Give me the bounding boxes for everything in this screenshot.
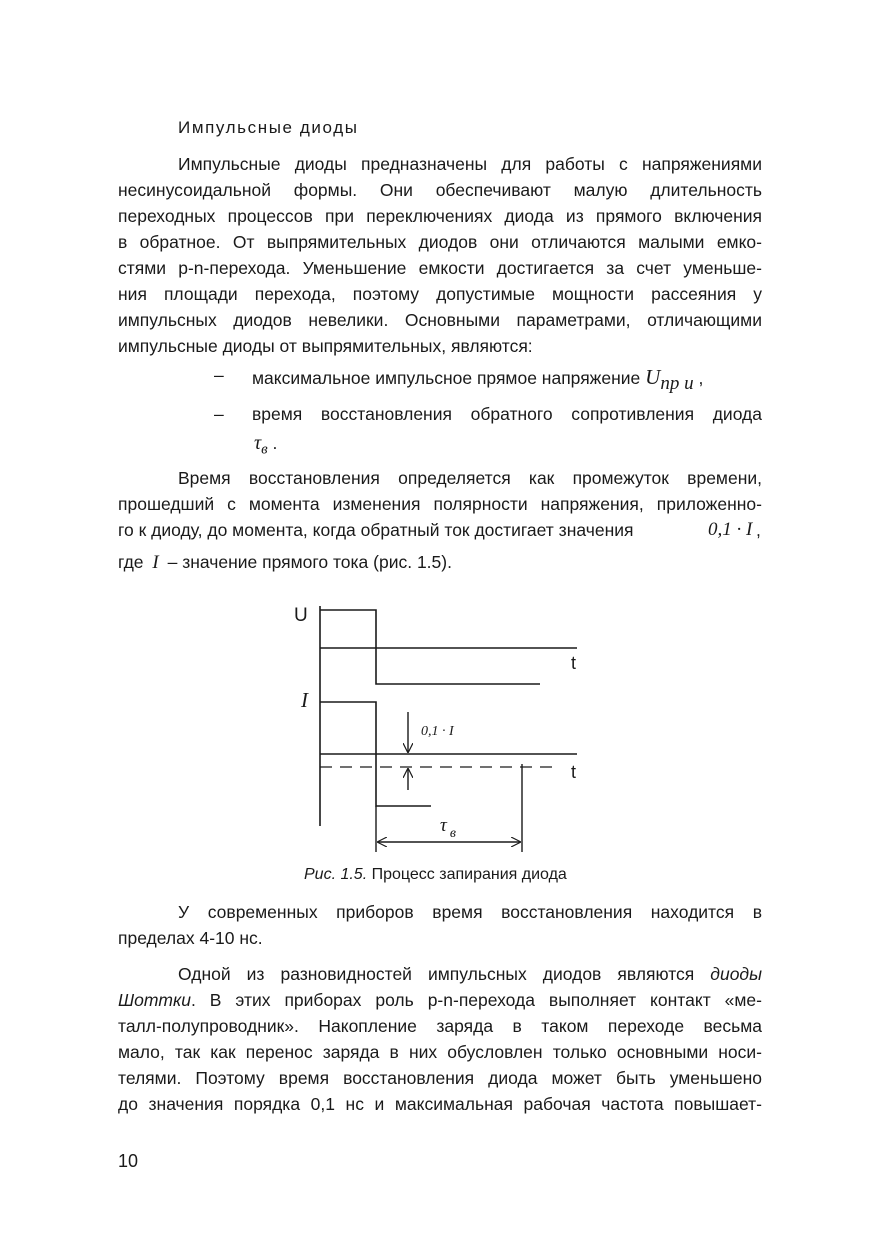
section-heading: Импульсные диоды — [178, 118, 359, 137]
caption-label: Рис. 1.5. — [304, 866, 368, 883]
text-line: телями. Поэтому время восстановления диода может быть уменьшено — [118, 1068, 762, 1088]
caption-text: Процесс запирания диода — [367, 866, 567, 883]
text-line: мало, так как перенос заряда в них обусловлен только основными носи- — [118, 1042, 762, 1062]
text-line: Импульсные диоды предназначены для работы с напряжениями — [178, 154, 762, 174]
text-fragment: Одной из разновидностей импульсных диодов являются — [178, 964, 711, 984]
math-subscript: пр и — [660, 373, 694, 394]
text-italic: диоды — [710, 964, 762, 984]
axis-label-i: I — [301, 688, 308, 712]
voltage-waveform — [320, 610, 540, 684]
math-symbol-u: U — [645, 365, 661, 389]
text-line: Время восстановления определяется как промежуток времени, — [178, 468, 762, 488]
text-fragment: го к диоду, до момента, когда обратный ток достигает значения — [118, 520, 634, 540]
bullet-dash: – — [214, 365, 224, 385]
text-line — [118, 549, 762, 576]
text-line: талл-полупроводник». Накопление заряда в таком переходе весьма — [118, 1016, 762, 1036]
axis-label-t-top: t — [571, 653, 577, 673]
text-line: прошедший с момента изменения полярности напряжения, приложенно- — [118, 494, 762, 514]
text-fragment: где — [118, 552, 149, 572]
text-line: У современных приборов время восстановления находится в — [178, 902, 762, 922]
math-symbol-tau: τ — [254, 432, 262, 454]
text-punctuation: , — [756, 520, 761, 540]
page-number: 10 — [118, 1151, 139, 1171]
bullet-punctuation: . — [267, 433, 278, 453]
text-line — [178, 961, 762, 987]
text-italic: Шоттки — [118, 990, 191, 1010]
math-subscript: в — [261, 441, 268, 458]
text-line — [118, 987, 762, 1013]
axis-label-u: U — [294, 605, 308, 626]
text-line: несинусоидальной формы. Они обеспечивают малую длительность — [118, 180, 762, 200]
text-line: переходных процессов при переключениях диода из прямого включения — [118, 206, 762, 226]
math-expression: 0,1 · I — [708, 519, 753, 540]
text-line: пределах 4-10 нс. — [118, 928, 263, 948]
current-waveform — [320, 702, 431, 806]
bullet-line — [252, 365, 703, 395]
bullet-text: максимальное импульсное прямое напряжение — [252, 368, 646, 388]
bullet-dash: – — [214, 404, 224, 424]
tau-symbol: τ — [440, 815, 447, 836]
text-line: импульсные диоды от выпрямительных, являются: — [118, 336, 533, 356]
bullet-line — [254, 432, 277, 459]
level-label: 0,1 · I — [421, 724, 454, 739]
bullet-item — [0, 404, 876, 464]
text-line: ния площади перехода, поэтому допустимые мощности рассеяния у — [118, 284, 762, 304]
bullet-item — [0, 365, 876, 395]
text-line: стями p-n-перехода. Уменьшение емкости достигается за счет уменьше- — [118, 258, 762, 278]
bullet-text: время восстановления обратного сопротивления диода — [252, 404, 762, 424]
axis-label-t-bottom: t — [571, 762, 577, 782]
text-line: в обратное. От выпрямительных диодов они отличаются малыми емко- — [118, 232, 762, 252]
bullet-punctuation: , — [693, 368, 704, 388]
text-line: до значения порядка 0,1 нс и максимальная рабочая частота повышает- — [118, 1094, 762, 1114]
math-symbol-i: I — [152, 552, 159, 573]
text-line — [118, 517, 762, 543]
figure-caption — [304, 866, 567, 884]
tau-subscript: в — [449, 826, 456, 841]
text-line: импульсных диодов невелики. Основными параметрами, отличающими — [118, 310, 762, 330]
text-fragment: – значение прямого тока (рис. 1.5). — [162, 552, 452, 572]
text-fragment: . В этих приборах роль p-n-перехода выполняет контакт «ме- — [191, 990, 762, 1010]
tau-label — [440, 815, 456, 841]
